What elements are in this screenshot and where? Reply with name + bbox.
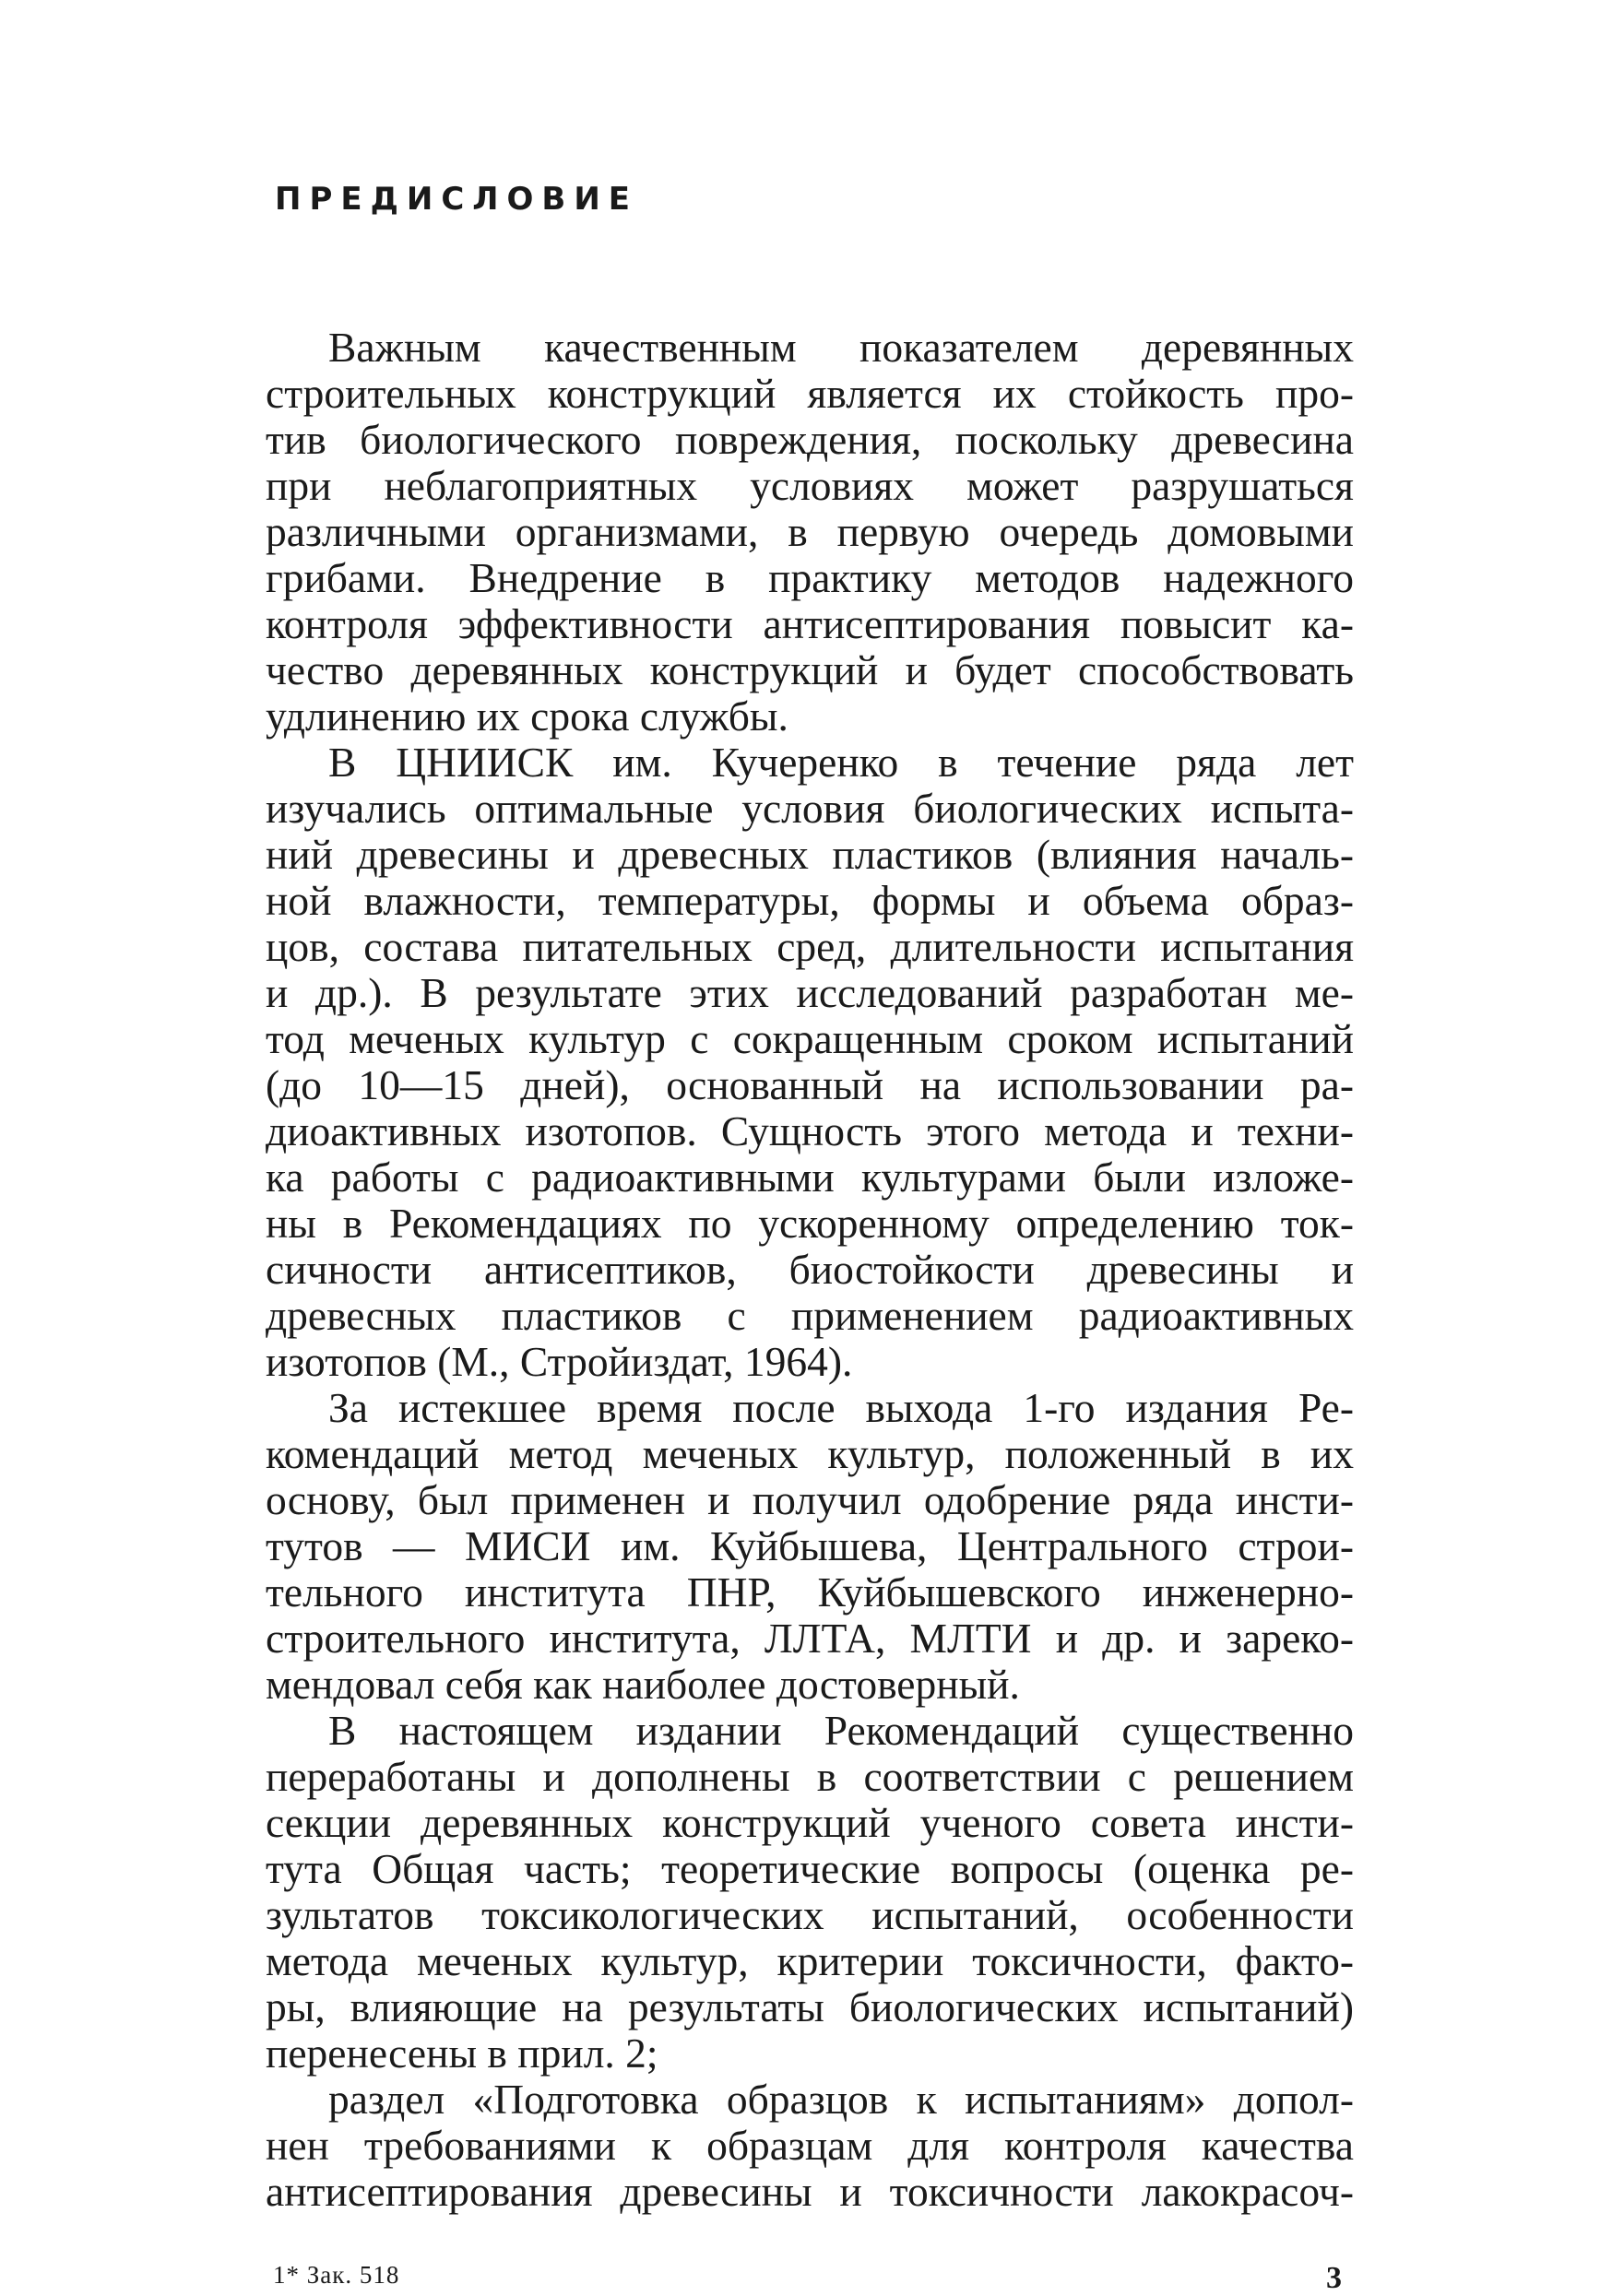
text-line: раздел «Подготовка образцов к испытаниям» допол- <box>328 2076 1354 2123</box>
text-line: тута Общая часть; теоретические вопросы (оценка ре- <box>266 1845 1354 1892</box>
text-line: В ЦНИИСК им. Кучеренко в течение ряда лет <box>328 739 1354 786</box>
paragraph <box>266 2077 1354 2215</box>
text-line: В настоящем издании Рекомендаций существенно <box>328 1707 1354 1754</box>
text-line: контроля эффективности антисептирования повысит ка- <box>266 600 1354 647</box>
text-line: сичности антисептиков, биостойкости древесины и <box>266 1246 1354 1293</box>
text-line: тельного института ПНР, Куйбышевского инженерно- <box>266 1568 1354 1615</box>
text-line: цов, состава питательных сред, длительности испытания <box>266 923 1354 970</box>
text-line: секции деревянных конструкций ученого совета инсти- <box>266 1799 1354 1846</box>
text-line: зультатов токсикологических испытаний, особенности <box>266 1891 1354 1938</box>
text-line: метода меченых культур, критерии токсичности, факто- <box>266 1937 1354 1984</box>
text-line: нен требованиями к образцам для контроля качества <box>266 2122 1354 2169</box>
text-line: ка работы с радиоактивными культурами были изложе- <box>266 1154 1354 1201</box>
text-line: чество деревянных конструкций и будет способствовать <box>266 646 1354 693</box>
text-line: строительных конструкций является их стойкость про- <box>266 370 1354 417</box>
paragraph <box>266 325 1354 740</box>
text-line: мендовал себя как наиболее достоверный. <box>266 1661 1020 1708</box>
text-line: ны в Рекомендациях по ускоренному определению ток- <box>266 1200 1354 1247</box>
body-text <box>266 325 1354 2215</box>
text-line: тив биологического повреждения, поскольку древесина <box>266 416 1354 463</box>
page-heading: ПРЕДИСЛОВИЕ <box>275 181 639 218</box>
text-line: ной влажности, температуры, формы и объема образ- <box>266 877 1354 924</box>
text-line: За истекшее время после выхода 1-го издания Ре- <box>328 1384 1354 1431</box>
page-number: 3 <box>1326 2261 1342 2295</box>
text-line: диоактивных изотопов. Сущность этого метода и техни- <box>266 1107 1354 1154</box>
text-line: грибами. Внедрение в практику методов надежного <box>266 554 1354 601</box>
printer-signature: 1* Зак. 518 <box>273 2261 400 2289</box>
paragraph <box>266 1708 1354 2077</box>
text-line: перенесены в прил. 2; <box>266 2030 658 2077</box>
text-line: Важным качественным показателем деревянных <box>328 324 1354 371</box>
text-line: древесных пластиков с применением радиоактивных <box>266 1292 1354 1339</box>
text-line: и др.). В результате этих исследований разработан ме- <box>266 969 1354 1016</box>
text-line: различными организмами, в первую очередь домовыми <box>266 508 1354 555</box>
text-line: (до 10—15 дней), основанный на использовании ра- <box>266 1061 1354 1108</box>
text-line: при неблагоприятных условиях может разрушаться <box>266 462 1354 509</box>
text-line: изучались оптимальные условия биологических испыта- <box>266 785 1354 832</box>
text-line: строительного института, ЛЛТА, МЛТИ и др. и зареко- <box>266 1615 1354 1662</box>
text-line: основу, был применен и получил одобрение ряда инсти- <box>266 1476 1354 1523</box>
text-line: тутов — МИСИ им. Куйбышева, Центрального строи- <box>266 1522 1354 1569</box>
text-line: ний древесины и древесных пластиков (влияния началь- <box>266 831 1354 878</box>
paragraph <box>266 740 1354 1385</box>
text-line: удлинению их срока службы. <box>266 692 788 740</box>
text-line: комендаций метод меченых культур, положенный в их <box>266 1430 1354 1477</box>
paragraph <box>266 1385 1354 1708</box>
text-line: ры, влияющие на результаты биологических испытаний) <box>266 1983 1354 2030</box>
text-line: антисептирования древесины и токсичности лакокрасоч- <box>266 2168 1354 2215</box>
text-line: изотопов (М., Стройиздат, 1964). <box>266 1338 853 1385</box>
text-line: переработаны и дополнены в соответствии с решением <box>266 1753 1354 1800</box>
text-line: тод меченых культур с сокращенным сроком испытаний <box>266 1015 1354 1062</box>
